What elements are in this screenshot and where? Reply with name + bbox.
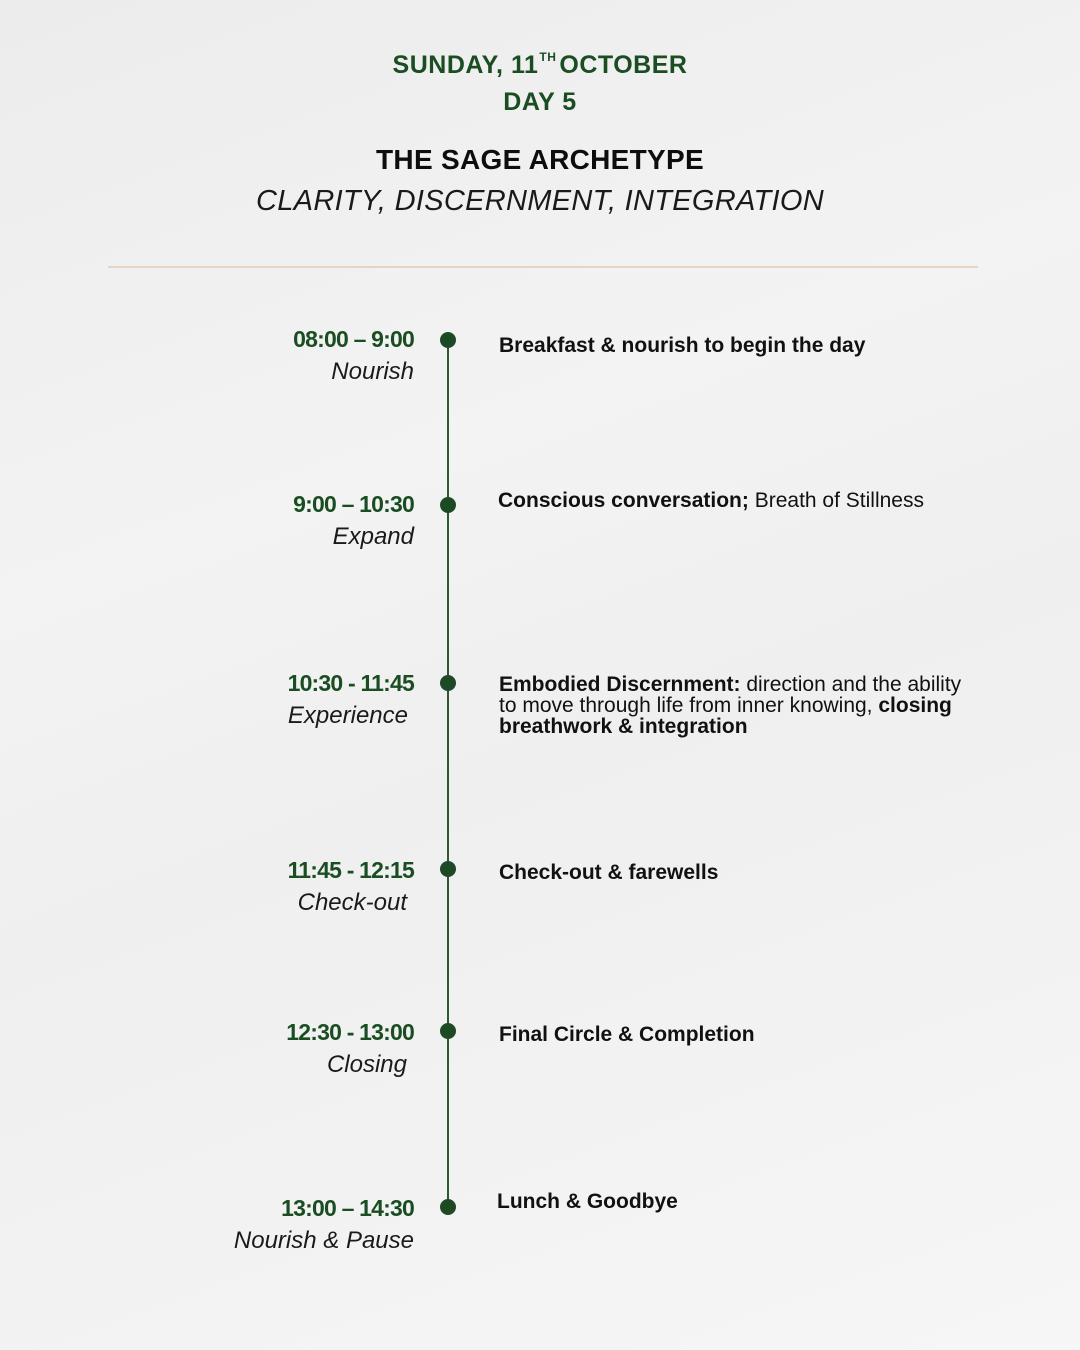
- schedule-phase: Nourish: [331, 358, 414, 385]
- schedule-time: 12:30 - 13:00: [286, 1019, 414, 1045]
- schedule-description: [498, 490, 968, 511]
- description-bold: Embodied Discernment:: [499, 673, 741, 696]
- description-bold: Check-out & farewells: [499, 861, 719, 884]
- timeline-dot: [440, 497, 456, 513]
- schedule-phase: Nourish & Pause: [233, 1227, 414, 1254]
- schedule-time: 08:00 – 9:00: [293, 326, 414, 352]
- timeline-dot: [440, 1199, 456, 1215]
- schedule-phase: Experience: [287, 702, 408, 729]
- header-divider: [108, 266, 978, 268]
- page-subtitle: CLARITY, DISCERNMENT, INTEGRATION: [256, 185, 824, 217]
- schedule-time: 13:00 – 14:30: [281, 1195, 414, 1221]
- schedule-phase: Check-out: [297, 889, 407, 916]
- description-regular: Breath of Stillness: [748, 489, 924, 512]
- schedule-phase: Expand: [332, 523, 414, 550]
- description-bold: Final Circle & Completion: [499, 1023, 755, 1046]
- schedule-time: 10:30 - 11:45: [287, 670, 414, 696]
- schedule-time: 11:45 - 12:15: [287, 857, 414, 883]
- schedule-time: 9:00 – 10:30: [293, 491, 414, 517]
- description-bold: Conscious conversation;: [498, 489, 749, 512]
- date-month: OCTOBER: [559, 51, 688, 79]
- schedule-phase: Closing: [326, 1051, 407, 1078]
- description-bold-2: closing breathwork & integration: [499, 694, 952, 738]
- description-bold: Breakfast & nourish to begin the day: [499, 334, 866, 357]
- date-suffix-ordinal: TH: [539, 50, 557, 64]
- schedule-description: [499, 674, 969, 737]
- timeline-dot: [440, 861, 456, 877]
- timeline-dot: [440, 675, 456, 691]
- page-title: THE SAGE ARCHETYPE: [376, 144, 704, 175]
- timeline-dot: [440, 332, 456, 348]
- date-prefix: SUNDAY, 11: [392, 51, 539, 79]
- schedule-description: [499, 335, 969, 356]
- timeline-line: [447, 340, 449, 1208]
- description-regular: direction and the ability to move through life from inner knowing,: [499, 673, 962, 717]
- schedule-description: [499, 1024, 969, 1045]
- schedule-description: [499, 862, 969, 883]
- date-heading: [0, 50, 1080, 80]
- schedule-description: [497, 1191, 967, 1212]
- description-bold: Lunch & Goodbye: [497, 1190, 678, 1213]
- timeline-dot: [440, 1023, 456, 1039]
- day-label: DAY 5: [503, 88, 577, 116]
